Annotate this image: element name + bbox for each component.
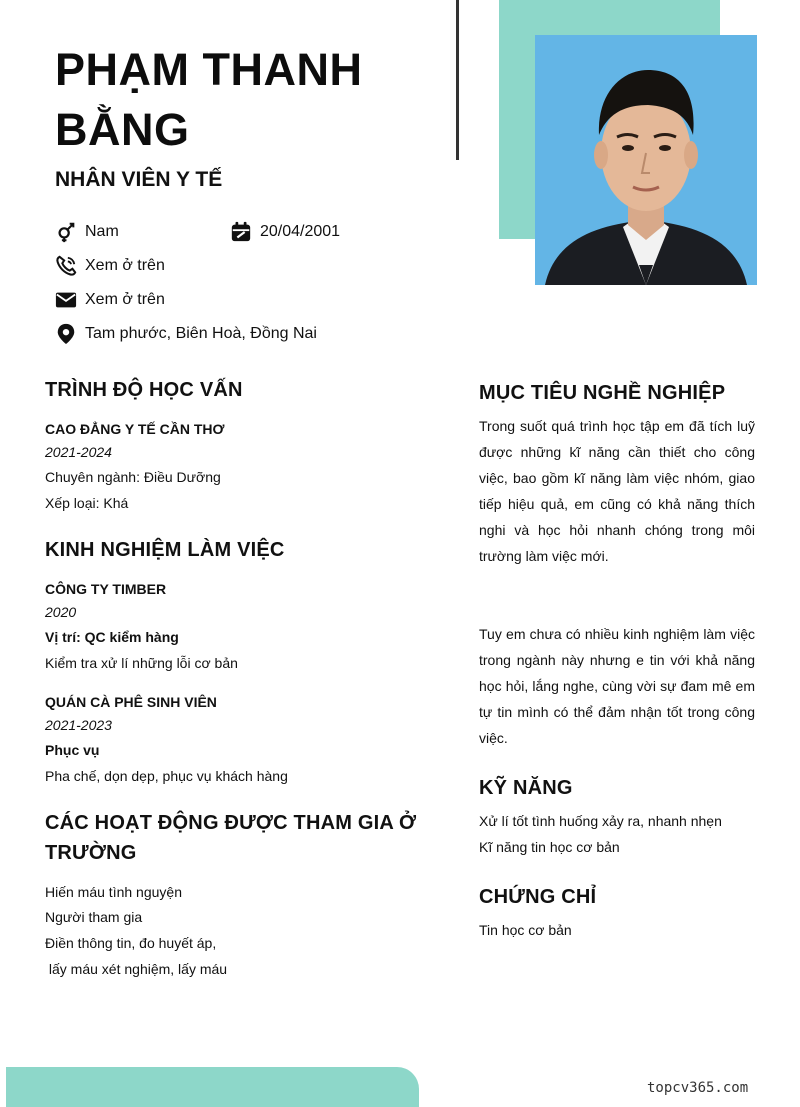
activities-heading-line1: CÁC HOẠT ĐỘNG ĐƯỢC THAM GIA Ở bbox=[45, 812, 417, 834]
calendar-icon bbox=[230, 221, 252, 243]
job-role: Phục vụ bbox=[45, 742, 100, 758]
job-title: NHÂN VIÊN Y TẾ bbox=[55, 168, 223, 191]
map-pin-icon bbox=[55, 323, 77, 345]
skill-item: Xử lí tốt tình huống xảy ra, nhanh nhẹn bbox=[479, 813, 722, 829]
gender-icon bbox=[55, 221, 77, 243]
certificates-heading: CHỨNG CHỈ bbox=[479, 886, 597, 908]
activity-line: lấy máu xét nghiệm, lấy máu bbox=[45, 961, 228, 977]
job-years: 2021-2023 bbox=[45, 717, 112, 733]
gender-row bbox=[55, 221, 119, 243]
skill-item: Kĩ năng tin học cơ bản bbox=[479, 839, 620, 855]
gender-value: Nam bbox=[85, 223, 119, 240]
phone-row bbox=[55, 255, 165, 277]
activity-line: Hiến máu tình nguyện bbox=[45, 884, 182, 900]
education-school: CAO ĐẲNG Y TẾ CẦN THƠ bbox=[45, 421, 225, 437]
certificate-item: Tin học cơ bản bbox=[479, 922, 572, 938]
email-value: Xem ở trên bbox=[85, 291, 165, 308]
birthdate-row bbox=[230, 221, 340, 243]
phone-icon bbox=[55, 255, 77, 277]
activities-heading-line2: TRƯỜNG bbox=[45, 842, 137, 864]
job-description: Pha chế, dọn dẹp, phục vụ khách hàng bbox=[45, 768, 288, 784]
activity-line: Điền thông tin, đo huyết áp, bbox=[45, 935, 217, 951]
job-role: Vị trí: QC kiểm hàng bbox=[45, 629, 179, 645]
birthdate-value: 20/04/2001 bbox=[260, 223, 341, 240]
education-major: Chuyên ngành: Điều Dưỡng bbox=[45, 469, 221, 485]
experience-heading: KINH NGHIỆM LÀM VIỆC bbox=[45, 539, 285, 561]
address-value: Tam phước, Biên Hoà, Đồng Nai bbox=[85, 325, 317, 342]
job-years: 2020 bbox=[45, 604, 77, 620]
footer-accent-bar bbox=[6, 1067, 419, 1107]
skills-heading: KỸ NĂNG bbox=[479, 777, 573, 799]
header-divider bbox=[456, 0, 459, 160]
job-company: QUÁN CÀ PHÊ SINH VIÊN bbox=[45, 694, 217, 710]
objective-heading: MỤC TIÊU NGHỀ NGHIỆP bbox=[479, 382, 726, 404]
job-company: CÔNG TY TIMBER bbox=[45, 581, 167, 597]
activity-line: Người tham gia bbox=[45, 909, 143, 925]
objective-paragraph: Tuy em chưa có nhiều kinh nghiệm làm việc trong ngành này nhưng e tin với khả năng học hỏi, lắng nghe, cùng vời sự đam mê em tự tin mình có thể đảm nhận tốt trong công việc. bbox=[479, 626, 755, 746]
profile-photo bbox=[535, 35, 757, 285]
email-row bbox=[55, 289, 165, 311]
envelope-icon bbox=[55, 289, 77, 311]
objective-paragraph: Trong suốt quá trình học tập em đã tích luỹ được những kĩ năng cần thiết cho công việc, bao gồm kĩ năng làm việc nhóm, giao tiếp hiệu quả, em cũng có khả năng thích nghi và học hỏi nhanh chóng trong môi trường làm việc mới. bbox=[479, 418, 755, 564]
phone-value: Xem ở trên bbox=[85, 257, 165, 274]
site-watermark: topcv365.com bbox=[647, 1080, 749, 1096]
job-description: Kiểm tra xử lí những lỗi cơ bản bbox=[45, 655, 238, 671]
education-years: 2021-2024 bbox=[45, 444, 112, 460]
education-grade: Xếp loại: Khá bbox=[45, 495, 129, 511]
address-row bbox=[55, 323, 317, 345]
candidate-name: PHẠM THANH BẰNG bbox=[55, 44, 363, 155]
education-heading: TRÌNH ĐỘ HỌC VẤN bbox=[45, 379, 243, 401]
